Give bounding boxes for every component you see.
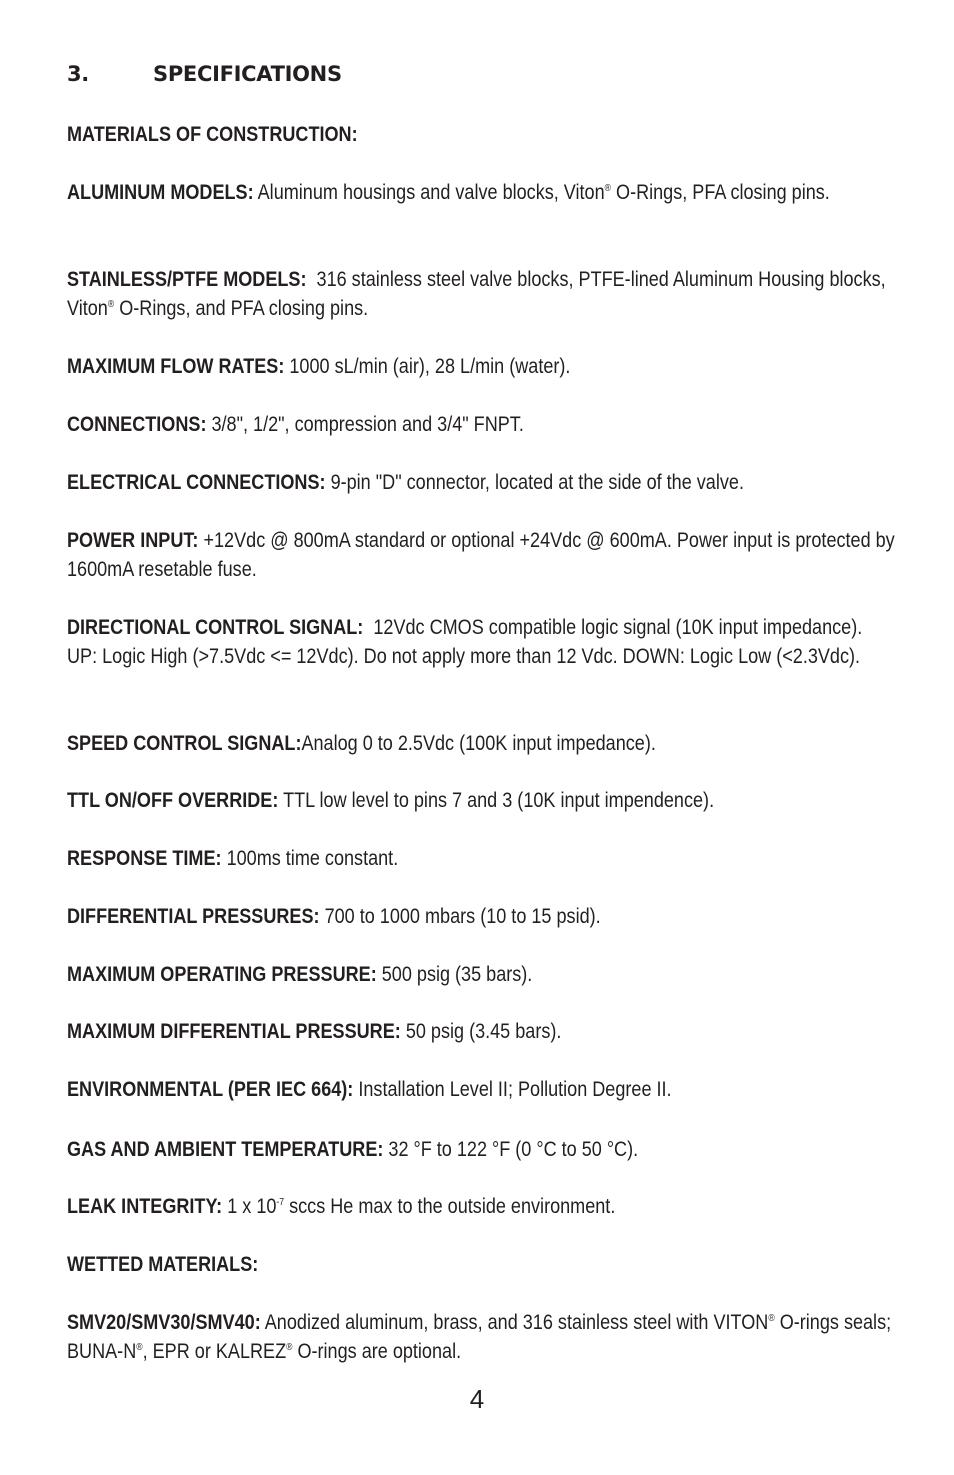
spec-text: O-Rings, PFA closing pins. [611,181,830,204]
spec-speed-control-signal [67,729,897,758]
spec-text: 9-pin "D" connector, located at the side of the valve. [330,471,744,494]
registered-mark: ® [286,1342,293,1353]
spec-text: sccs He max to the outside environment. [284,1195,616,1218]
spec-text: 50 psig (3.45 bars). [405,1020,562,1043]
section-heading [67,62,342,86]
spec-response-time [67,844,897,873]
spec-connections [67,410,897,439]
exponent: -7 [276,1197,285,1208]
spec-smv-wetted-materials [67,1308,897,1366]
spec-text: 316 stainless steel valve blocks, PTFE-lined Aluminum Housing blocks, Viton [67,268,886,320]
spec-label: ELECTRICAL CONNECTIONS: [67,471,326,494]
registered-mark: ® [604,183,612,194]
spec-label: MAXIMUM OPERATING PRESSURE: [67,963,377,986]
spec-text: O-rings are optional. [292,1340,462,1363]
page-number: 4 [469,1384,485,1414]
materials-heading-label: MATERIALS OF CONSTRUCTION: [67,123,358,146]
spec-ttl-override [67,786,897,815]
spec-directional-control-signal [67,613,897,671]
spec-gas-ambient-temperature [67,1135,897,1164]
spec-text: , EPR or KALREZ [142,1340,287,1363]
spec-label: MAXIMUM FLOW RATES: [67,355,285,378]
spec-max-operating-pressure [67,960,897,989]
spec-text: Analog 0 to 2.5Vdc (100K input impedance). [301,732,656,755]
spec-label: DIRECTIONAL CONTROL SIGNAL: [67,616,364,639]
spec-power-input [67,526,897,584]
spec-text: Aluminum housings and valve blocks, Viton [257,181,605,204]
spec-electrical-connections [67,468,897,497]
spec-text: TTL low level to pins 7 and 3 (10K input impendence). [283,789,715,812]
spec-label: SPEED CONTROL SIGNAL: [67,732,302,755]
spec-label: GAS AND AMBIENT TEMPERATURE: [67,1138,384,1161]
spec-differential-pressures [67,902,897,931]
spec-text: 100ms time constant. [226,847,399,870]
registered-mark: ® [768,1313,775,1324]
spec-aluminum-models [67,178,897,207]
spec-text: 12Vdc CMOS compatible logic signal (10K input impedance). UP: Logic High (>7.5Vdc <= 12Vdc). Do not apply more than 12 Vdc. DOWN: Logic Low (<2.3Vdc). [67,616,863,668]
spec-label: MAXIMUM DIFFERENTIAL PRESSURE: [67,1020,401,1043]
spec-label: CONNECTIONS: [67,413,207,436]
spec-text: 500 psig (35 bars). [381,963,533,986]
spec-text: 32 °F to 122 °F (0 °C to 50 °C). [388,1138,639,1161]
spec-leak-integrity [67,1192,897,1221]
spec-label: SMV20/SMV30/SMV40: [67,1311,261,1334]
spec-max-differential-pressure [67,1017,897,1046]
spec-text: 1000 sL/min (air), 28 L/min (water). [289,355,571,378]
section-title: SPECIFICATIONS [153,62,342,86]
wetted-heading-label: WETTED MATERIALS: [67,1253,259,1276]
spec-text: O-rings seals; BUNA-N [67,1311,892,1363]
materials-heading [67,120,897,149]
spec-max-flow-rates [67,352,897,381]
wetted-materials-heading [67,1250,897,1279]
spec-text: O-Rings, and PFA closing pins. [114,297,369,320]
spec-label: STAINLESS/PTFE MODELS: [67,268,307,291]
spec-text: Installation Level II; Pollution Degree II. [358,1078,672,1101]
spec-label: ENVIRONMENTAL (PER IEC 664): [67,1078,354,1101]
section-number: 3. [67,62,89,86]
spec-label: DIFFERENTIAL PRESSURES: [67,905,320,928]
spec-text: 3/8", 1/2", compression and 3/4" FNPT. [211,413,524,436]
spec-stainless-models [67,265,897,323]
registered-mark: ® [136,1342,143,1353]
spec-label: RESPONSE TIME: [67,847,222,870]
spec-label: LEAK INTEGRITY: [67,1195,223,1218]
spec-label: TTL ON/OFF OVERRIDE: [67,789,279,812]
registered-mark: ® [107,299,115,310]
spec-text: 1 x 10 [227,1195,277,1218]
spec-text: +12Vdc @ 800mA standard or optional +24Vdc @ 600mA. Power input is protected by 1600mA resetable fuse. [67,529,895,581]
spec-label: POWER INPUT: [67,529,199,552]
spec-text: Anodized aluminum, brass, and 316 stainless steel with VITON [264,1311,769,1334]
spec-text: 700 to 1000 mbars (10 to 15 psid). [324,905,601,928]
spec-label: ALUMINUM MODELS: [67,181,254,204]
spec-environmental [67,1075,897,1104]
